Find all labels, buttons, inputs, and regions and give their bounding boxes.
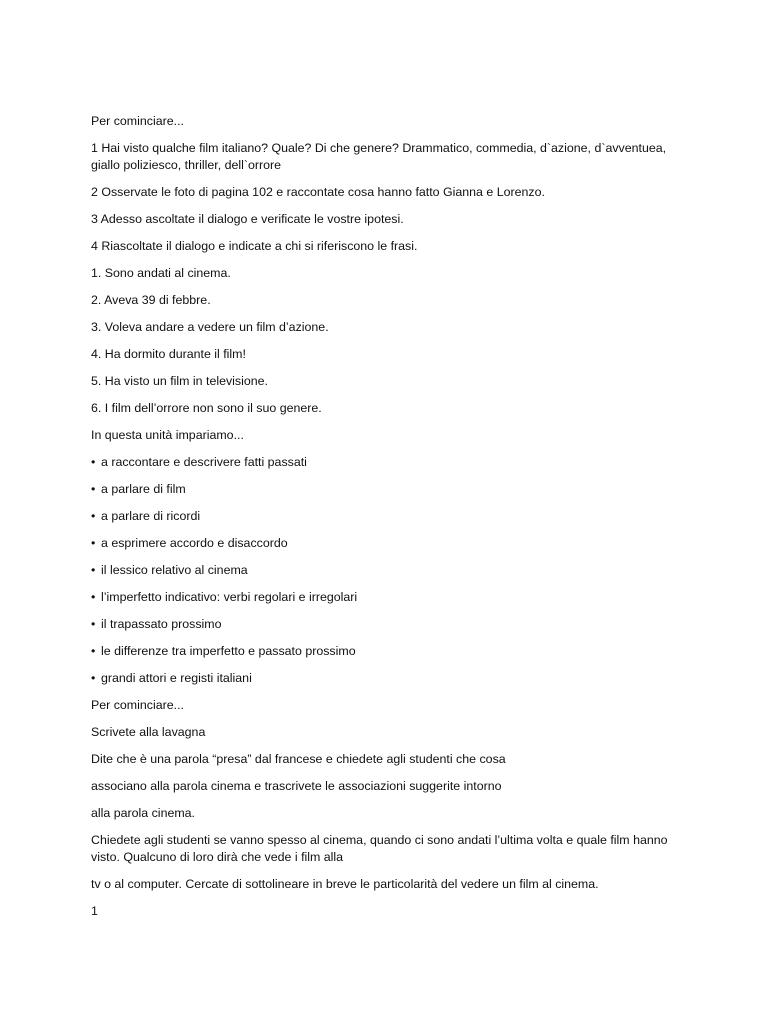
sentence-1: 1. Sono andati al cinema. xyxy=(91,266,231,280)
question-4: 4 Riascoltate il dialogo e indicate a chi si riferiscono le frasi. xyxy=(91,239,418,253)
question-1: 1 Hai visto qualche film italiano? Quale? Di che genere? Drammatico, commedia, d`azione, d`avventuea, giallo poliziesco, thriller, dell`orrore xyxy=(91,141,667,172)
sentence-2: 2. Aveva 39 di febbre. xyxy=(91,293,211,307)
question-3: 3 Adesso ascoltate il dialogo e verificate le vostre ipotesi. xyxy=(91,212,404,226)
section-heading-unit-goals: In questa unità impariamo... xyxy=(91,428,244,442)
bullet-item: • il lessico relativo al cinema xyxy=(91,562,671,579)
bullet-item: • a parlare di ricordi xyxy=(91,508,671,525)
bullet-item: • a esprimere accordo e disaccordo xyxy=(91,535,671,552)
sentence-4: 4. Ha dormito durante il film! xyxy=(91,347,246,361)
bullet-item: • il trapassato prossimo xyxy=(91,616,671,633)
instruction-line-5: tv o al computer. Cercate di sottolineare in breve le particolarità del vedere un film al cinema. xyxy=(91,877,599,891)
bullet-item: • l’imperfetto indicativo: verbi regolari e irregolari xyxy=(91,589,671,606)
sentence-3: 3. Voleva andare a vedere un film d’azione. xyxy=(91,320,329,334)
sentence-6: 6. I film dell’orrore non sono il suo genere. xyxy=(91,401,322,415)
page-number: 1 xyxy=(91,904,98,918)
bullet-item: • a parlare di film xyxy=(91,481,671,498)
document-content xyxy=(91,113,671,930)
heading-per-cominciare-2: Per cominciare... xyxy=(91,698,184,712)
instruction-line-4: Chiedete agli studenti se vanno spesso al cinema, quando ci sono andati l’ultima volta e quale film hanno visto. Qualcuno di loro dirà che vede i film alla xyxy=(91,833,668,864)
bullet-item: • le differenze tra imperfetto e passato prossimo xyxy=(91,643,671,660)
instruction-line-2: associano alla parola cinema e trascrivete le associazioni suggerite intorno xyxy=(91,779,502,793)
instruction-lavagna: Scrivete alla lavagna xyxy=(91,725,206,739)
bullet-item: • a raccontare e descrivere fatti passati xyxy=(91,454,671,471)
bullet-item: • grandi attori e registi italiani xyxy=(91,670,671,687)
instruction-line-1: Dite che è una parola “presa” dal francese e chiedete agli studenti che cosa xyxy=(91,752,506,766)
instruction-line-3: alla parola cinema. xyxy=(91,806,196,820)
heading-per-cominciare: Per cominciare... xyxy=(91,114,184,128)
question-2: 2 Osservate le foto di pagina 102 e raccontate cosa hanno fatto Gianna e Lorenzo. xyxy=(91,185,545,199)
sentence-5: 5. Ha visto un film in televisione. xyxy=(91,374,268,388)
